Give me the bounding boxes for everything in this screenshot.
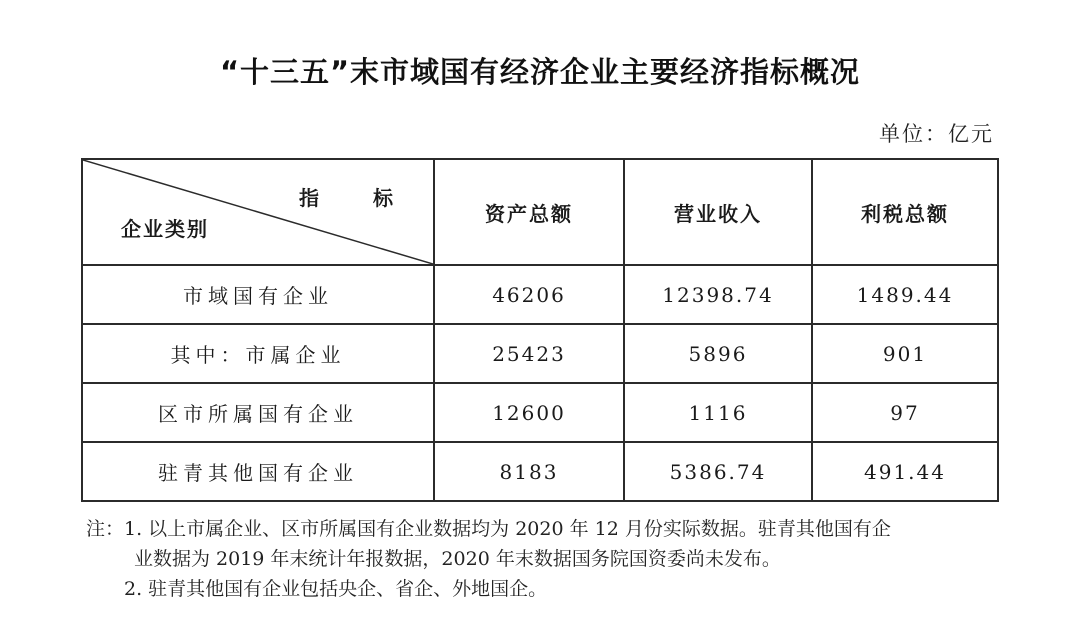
table-row — [82, 324, 998, 383]
table-row — [82, 442, 998, 501]
row-label: 市域国有企业 — [82, 265, 434, 324]
page-title: “十三五”末市域国有经济企业主要经济指标概况 — [219, 55, 861, 89]
header-row — [82, 159, 998, 265]
table-row — [82, 265, 998, 324]
footnote-1-line-2: 业数据为 2019 年末统计年报数据，2020 年末数据国务院国资委尚未发布。 — [134, 548, 781, 570]
corner-indicator-char-1: 指 — [299, 186, 321, 210]
cell-total-profit-tax: 97 — [812, 383, 998, 442]
footnote-1-text: 1. 以上市属企业、区市所属国有企业数据均为 2020 年 12 月份实际数据。驻青其他国有企 — [124, 518, 891, 540]
footnote-prefix: 注： — [86, 518, 125, 540]
corner-category-label: 企业类别 — [121, 217, 209, 241]
cell-operating-revenue: 5896 — [624, 324, 812, 383]
column-header-total-assets: 资产总额 — [434, 159, 624, 265]
corner-indicator-label — [299, 182, 395, 211]
corner-indicator-char-2: 标 — [373, 186, 395, 210]
row-label: 驻青其他国有企业 — [82, 442, 434, 501]
cell-total-assets: 46206 — [434, 265, 624, 324]
row-label: 其中：市属企业 — [82, 324, 434, 383]
table-row — [82, 383, 998, 442]
column-header-total-profit-tax: 利税总额 — [812, 159, 998, 265]
footnotes — [86, 514, 1016, 604]
cell-operating-revenue: 12398.74 — [624, 265, 812, 324]
indicator-table — [81, 158, 999, 502]
cell-total-profit-tax: 1489.44 — [812, 265, 998, 324]
cell-total-profit-tax: 901 — [812, 324, 998, 383]
cell-operating-revenue: 1116 — [624, 383, 812, 442]
diagonal-divider-line — [83, 160, 433, 264]
cell-operating-revenue: 5386.74 — [624, 442, 812, 501]
corner-header-cell — [82, 159, 434, 265]
cell-total-assets: 25423 — [434, 324, 624, 383]
column-header-operating-revenue: 营业收入 — [624, 159, 812, 265]
cell-total-assets: 12600 — [434, 383, 624, 442]
footnote-1-line-1 — [86, 514, 1016, 544]
cell-total-assets: 8183 — [434, 442, 624, 501]
cell-total-profit-tax: 491.44 — [812, 442, 998, 501]
footnote-2: 2. 驻青其他国有企业包括央企、省企、外地国企。 — [124, 578, 548, 600]
row-label: 区市所属国有企业 — [82, 383, 434, 442]
unit-label: 单位：亿元 — [879, 122, 994, 146]
